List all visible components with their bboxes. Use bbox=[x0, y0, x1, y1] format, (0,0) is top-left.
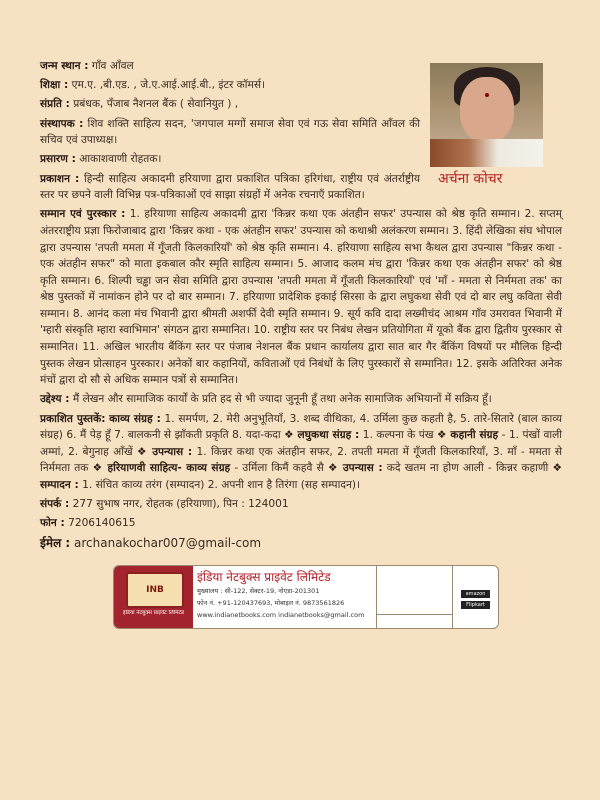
bio-column bbox=[40, 0, 562, 629]
publisher-logo: INB इंडिया नेटबुक्स प्राइवेट लिमिटेड bbox=[114, 566, 193, 628]
store-badges bbox=[453, 566, 498, 628]
author-name: अर्चना कोचर bbox=[438, 171, 503, 187]
bio-awards: सम्मान एवं पुरस्कार : 1. हरियाणा साहित्य अकादमी द्वारा 'किन्नर कथा एक अंतहीन सफर' उपन्यास को श्रेष्ठ कृति सम्मान। 2. सप्तम् अंतरराष्ट्रीय प्रज्ञा फिरोजाबाद द्वारा 'किन्नर कथा - एक अंतहीन सफर' उपन्यास को कथाश्री अलंकरण सम्मान। 3. हिंदी लेखिका संघ भोपाल द्वारा उपन्यास 'तपती ममता में गूँजती किलकारियाँ' को श्रेष्ठ कृति सम्मान। 4. हरियाणा साहित्य सभा कैथल द्वारा उपन्यास "किन्नर कथा - एक अंतहीन सफर" को माता इकबाल कौर स्मृति साहित्य सम्मान। 5. आजाद कलम मंच द्वारा 'किन्नर कथा एक अंतहीन सफर' को श्रेष्ठ कृति सम्मान। 6. शिल्पी चड्ढा जन सेवा समिति द्वारा उपन्यास 'तपती ममता में गूँजती किलकारियाँ' एवं 'माँ - ममता से निर्ममता तक' का श्रेष्ठ पुस्तकों में नामांकन होने पर दो बार सम्मान। 7. हरियाणा प्रादेशिक इकाई सिरसा के द्वारा लघुकथा सेवी एवं दो बार लघु कविता सेवी सम्मान। 8. आनंद कला मंच भिवानी द्वारा श्रीमती अशर्फी देवी स्मृति सम्मान। 9. सूर्य कवि दादा लख्मीचंद आश्रम गाँव उमरावत भिवानी में 'म्हारी संस्कृति म्हारा स्वाभिमान' संगठन द्वारा सम्मानित। 10. राष्ट्रीय स्तर पर निबंध लेखन प्रतियोगिता में यूको बैंक द्वारा द्वितीय पुरस्कार से सम्मानित। 11. अखिल भारतीय बैंकिंग स्तर पर पंजाब नेशनल बैंक प्रधान कार्यालय द्वारा सात बार गैर बैंकिंग विषयों पर मौलिक हिन्दी पुस्तक लेखन प्रोत्साहन पुरस्कार। अनेकों बार कहानियों, कविताओं एवं निबंधों के लिए पुरस्कारों से सम्मानित। 12. इसके अतिरिक्त अनेक मंचों द्वारा दो सौ से अधिक सम्मान पत्रों से सम्मानित। bbox=[40, 208, 562, 387]
author-photo-block bbox=[430, 62, 562, 194]
bio-occupation: संप्रति : प्रबंधक, पँजाब नैशनल बैंक ( सेवानियुत ) , bbox=[40, 98, 239, 111]
book-logo-icon: INB bbox=[126, 572, 184, 608]
bio-birthplace: जन्म स्थान : गाँव आँवल bbox=[40, 60, 134, 72]
publisher-phone: फोन नं. +91-120437693, मोबाइल नं. 9873561826 bbox=[197, 599, 345, 608]
publisher-name: इंडिया नेटबुक्स प्राइवेट लिमिटेड bbox=[197, 570, 331, 585]
author-photo bbox=[430, 63, 543, 167]
publisher-banner bbox=[113, 565, 499, 629]
flipkart-badge: Flipkart bbox=[461, 601, 490, 609]
publisher-address: मुख्यालय : सी-122, सेक्टर-19, नोएडा-201301 bbox=[197, 587, 320, 596]
bio-founder: संस्थापक : शिव शक्ति साहित्य सदन, 'जगपाल मग्गों समाज सेवा एवं गऊ सेवा समिति आँवल की सचिव एवं उपाध्यक्ष। bbox=[40, 117, 420, 147]
contact-phone: फोन : 7206140615 bbox=[40, 517, 136, 530]
publisher-web: www.indianetbooks.com indianetbooks@gmail.com bbox=[197, 611, 365, 620]
amazon-badge: amazon bbox=[461, 590, 490, 598]
bio-broadcast: प्रसारण : आकाशवाणी रोहतक। bbox=[40, 153, 162, 166]
barcode-area bbox=[376, 566, 453, 628]
published-books: प्रकाशित पुस्तकें: काव्य संग्रह : 1. समर्पण, 2. मेरी अनुभूतियाँ, 3. शब्द वीथिका, 4. उर्मिला कुछ कहती है, 5. तारे-सितारे (बाल काव्य संग्रह) 6. मैं पेड़ हूँ 7. बालकनी से झाँकती प्रकृति 8. यदा-कदा ❖ लघुकथा संग्रह : 1. कल्पना के पंख ❖ कहानी संग्रह - 1. पंखों वाली अम्मां, 2. बेगुनाह आँखें ❖ उपन्यास : 1. किन्नर कथा एक अंतहीन सफर, 2. तपती ममता में गूँजती किलकारियाँ, 3. माँ - ममता से निर्ममता तक ❖ हरियाणवी साहित्य- काव्य संग्रह - उर्मिला किमैं कहवै सै ❖ उपन्यास : कदे खतम ना होण आली - किन्नर कहाणी ❖ सम्पादन : 1. संचित काव्य तरंग (सम्पादन) 2. अपनी शान है तिरंगा (सह सम्पादन)। bbox=[40, 412, 563, 491]
contact-email: ईमेल : archanakochar007@gmail-com bbox=[40, 535, 262, 550]
contact-address: संपर्क : 277 सुभाष नगर, रोहतक (हरियाणा), पिन : 124001 bbox=[40, 498, 289, 511]
bio-education: शिक्षा : एम.ए. ,बी.एड. , जे.ए.आई.आई.बी., इंटर कॉमर्स। bbox=[40, 79, 266, 92]
bio-objective: उद्देश्य : मैं लेखन और सामाजिक कार्यों के प्रति हद से भी ज्यादा जुनूनी हूँ तथा अनेक सामाजिक अभियानों में सक्रिय हूँ। bbox=[40, 393, 492, 406]
bio-publication: प्रकाशन : हिन्दी साहित्य अकादमी हरियाणा द्वारा प्रकाशित पत्रिका हरिगंधा, राष्ट्रीय एवं अंतर्राष्ट्रीय स्तर पर छपने वाली विभिन्न पत्र-पत्रिकाओं एवं साझा संग्रहों में अनेक रचनाएँ प्रकाशित। bbox=[40, 172, 421, 202]
